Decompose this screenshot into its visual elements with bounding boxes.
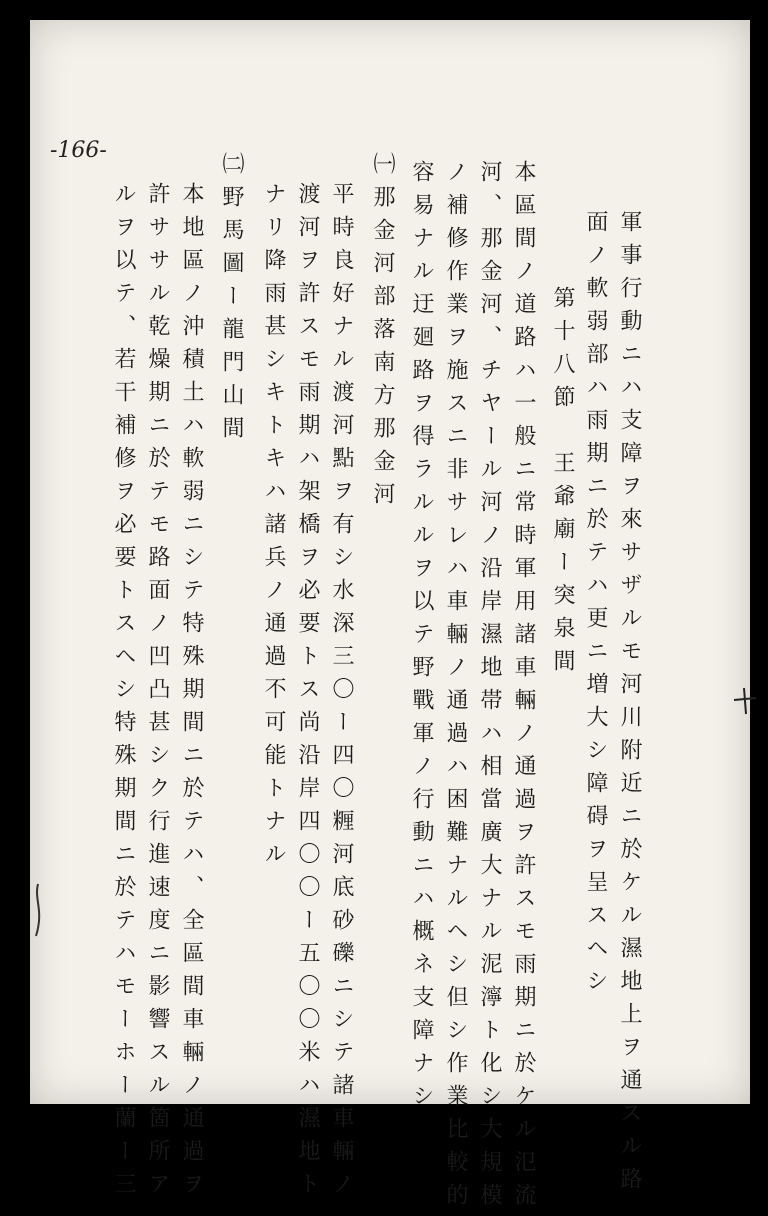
text-column: 平時良好ナル渡河點ヲ有シ水深三〇ー四〇糎河底砂礫ニシテ諸車輛ノ bbox=[329, 182, 354, 1205]
section-heading: 第十八節 王爺廟ー突泉間 bbox=[550, 286, 575, 682]
text-column: 本地區ノ沖積土ハ軟弱ニシテ特殊期間ニ於テハ、全區間車輛ノ通過ヲ bbox=[179, 182, 204, 1205]
text-column: 本區間ノ道路ハ一般ニ常時軍用諸車輛ノ通過ヲ許スモ雨期ニ於ケル氾流 bbox=[511, 160, 536, 1216]
subsection-heading: ㈡野馬圖ー龍門山間 bbox=[219, 152, 244, 449]
text-column: 面ノ軟弱部ハ雨期ニ於テハ更ニ増大シ障碍ヲ呈スヘシ bbox=[583, 210, 608, 1002]
text-column: 軍事行動ニハ支障ヲ來サザルモ河川附近ニ於ケル濕地上ヲ通スル路 bbox=[617, 210, 642, 1200]
edge-mark bbox=[730, 680, 760, 720]
subsection-heading: ㈠那金河部落南方那金河 bbox=[370, 152, 395, 515]
text-column: ナリ降雨甚シキトキハ諸兵ノ通過不可能トナル bbox=[261, 182, 286, 875]
edge-mark bbox=[30, 880, 50, 940]
text-column: 渡河ヲ許スモ雨期ハ架橋ヲ必要トス尚沿岸四〇〇ー五〇〇米ハ濕地ト bbox=[295, 182, 320, 1205]
page-number: -166- bbox=[50, 138, 107, 163]
text-column: 河、那金河、チヤール河ノ沿岸濕地帯ハ相當廣大ナル泥濘ト化シ大規模 bbox=[477, 160, 502, 1216]
text-column: ノ補修作業ヲ施スニ非サレハ車輛ノ通過ハ困難ナルヘシ但シ作業比較的 bbox=[443, 160, 468, 1216]
text-column: ルヲ以テ、若干補修ヲ必要トスヘシ特殊期間ニ於テハモーホー蘭ー三 bbox=[111, 182, 136, 1205]
text-column: 許ササル乾燥期ニ於テモ路面ノ凹凸甚シク行進速度ニ影響スル箇所ア bbox=[145, 182, 170, 1205]
text-column: 容易ナル迂廻路ヲ得ラルルヲ以テ野戰軍ノ行動ニハ概ネ支障ナシ bbox=[409, 160, 434, 1117]
